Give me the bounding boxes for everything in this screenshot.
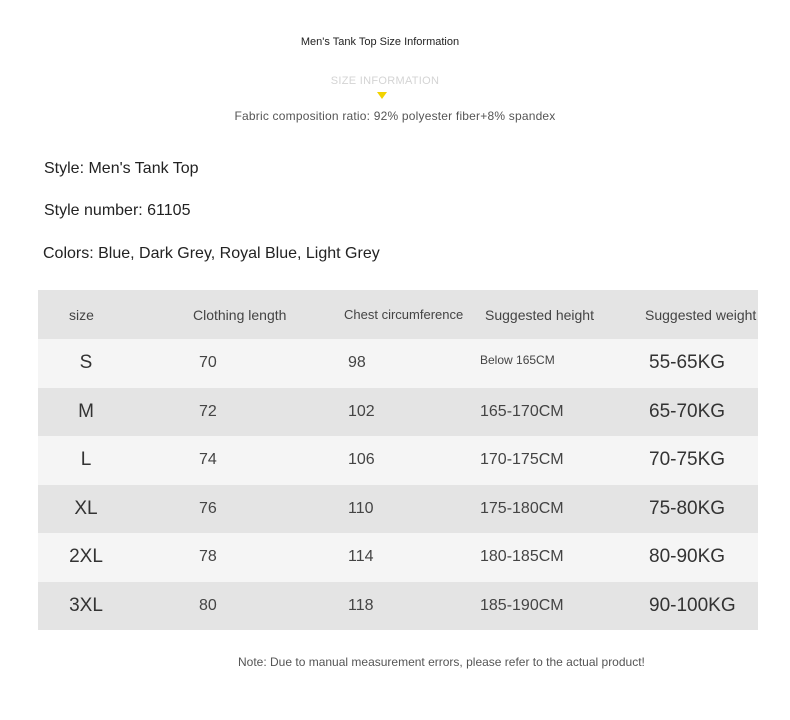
measurement-note: Note: Due to manual measurement errors, please refer to the actual product!	[238, 655, 645, 669]
weight-cell: 75-80KG	[649, 497, 726, 519]
length-cell: 76	[199, 499, 217, 517]
weight-cell: 55-65KG	[649, 352, 726, 374]
weight-cell: 65-70KG	[649, 400, 726, 422]
table-row	[38, 436, 758, 485]
length-cell: 80	[199, 596, 217, 614]
chest-cell: 102	[348, 402, 375, 420]
table-body	[38, 339, 758, 630]
table-row	[38, 388, 758, 437]
length-cell: 70	[199, 354, 217, 372]
table-row	[38, 485, 758, 534]
chest-cell: 114	[348, 548, 374, 566]
chest-cell: 106	[348, 451, 375, 469]
triangle-down-icon	[377, 92, 387, 99]
style-label: Style: Men's Tank Top	[44, 160, 199, 177]
column-header-weight: Suggested weight	[645, 306, 757, 323]
colors-label: Colors: Blue, Dark Grey, Royal Blue, Light Grey	[43, 245, 380, 262]
table-row	[38, 339, 758, 388]
section-subtitle: SIZE INFORMATION	[330, 75, 440, 87]
weight-cell: 80-90KG	[649, 546, 726, 568]
column-header-chest: Chest circumference	[344, 307, 464, 322]
style-number: Style number: 61105	[44, 202, 191, 219]
size-cell: L	[80, 449, 92, 471]
height-cell: 185-190CM	[480, 596, 564, 614]
size-table	[38, 290, 758, 630]
size-cell: 3XL	[69, 594, 103, 616]
page-title: Men's Tank Top Size Information	[300, 36, 460, 48]
size-cell: 2XL	[69, 546, 103, 568]
length-cell: 72	[199, 402, 217, 420]
column-header-height: Suggested height	[485, 306, 594, 323]
column-header-size: size	[69, 306, 94, 323]
weight-cell: 70-75KG	[649, 449, 726, 471]
fabric-composition: Fabric composition ratio: 92% polyester fiber+8% spandex	[234, 109, 556, 123]
size-cell: M	[78, 400, 94, 422]
height-cell: 170-175CM	[480, 451, 564, 469]
table-header-row	[38, 290, 758, 339]
table-row	[38, 533, 758, 582]
weight-cell: 90-100KG	[649, 594, 736, 616]
size-cell: S	[79, 352, 93, 374]
height-cell: 175-180CM	[480, 499, 564, 517]
height-cell: Below 165CM	[480, 353, 555, 367]
length-cell: 78	[199, 548, 217, 566]
chest-cell: 110	[348, 499, 374, 517]
height-cell: 165-170CM	[480, 402, 564, 420]
column-header-clothing-length: Clothing length	[193, 306, 287, 323]
length-cell: 74	[199, 451, 217, 469]
table-row	[38, 582, 758, 631]
chest-cell: 98	[348, 354, 366, 372]
size-cell: XL	[74, 497, 98, 519]
height-cell: 180-185CM	[480, 548, 564, 566]
chest-cell: 118	[348, 596, 374, 614]
